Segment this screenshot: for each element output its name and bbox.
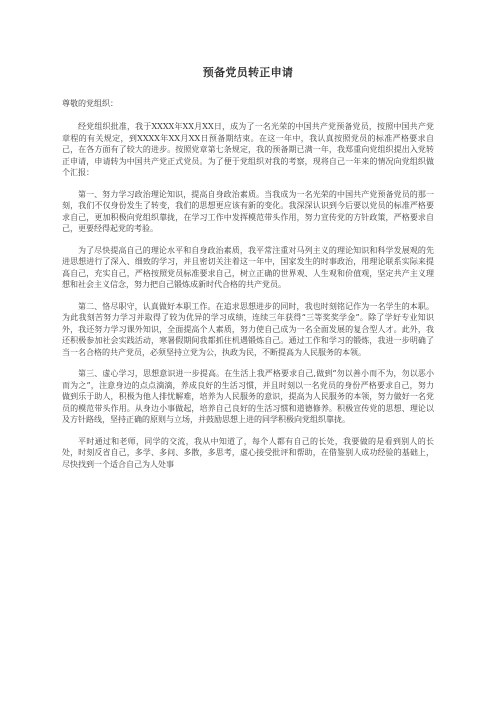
- salutation: 尊敬的党组织：: [62, 99, 118, 108]
- paragraph-point-one: 第一、努力学习政治理论知识，提高自身政治素质。当我成为一名光荣的中国共产党预备党员的那一刻，我们不仅身份发生了转变，我们的思想更应该有新的变化。我深深认识到今后要以党员的标准严格要求自己，更加积极向党组织靠拢，在学习工作中发挥模范带头作用，努力宣传党的方针政策，严格要求自己，更要经得起党的考验。: [62, 189, 434, 233]
- document-title: 预备党员转正申请: [202, 66, 294, 79]
- paragraph-theory-study: 为了尽快提高自己的理论水平和自身政治素质，我平常注重对马列主义的理论知识和科学发展观的先进思想进行了深入、细致的学习，并且密切关注着这一年中，国家发生的时事政治，用理论联系实际来提高自己，充实自己，严格按照党员标准要求自己，树立正确的世界观、人生观和价值观，坚定共产主义理想和社会主义信念，努力把自己锻炼成新时代合格的共产党员。: [62, 245, 434, 289]
- paragraph-point-three: 第三、虚心学习，思想意识进一步提高。在生活上我严格要求自己,做到“勿以善小而不为，勿以恶小而为之”，注意身边的点点滴滴，养成良好的生活习惯，并且时刻以一名党员的身份严格要求自己，努力做到乐于助人，积极为他人排忧解难，培养为人民服务的意识，提高为人民服务的本领，努力做好一名党员的模范带头作用。从身边小事做起，培养自己良好的生活习惯和道德修养。积极宣传党的思想、理论以及方针路线，坚持正确的原则与立场，并鼓励思想上进的同学积极向党组织靠拢。: [62, 369, 434, 424]
- paragraph-point-two: 第二、恪尽职守，认真做好本职工作。在追求思想进步的同时，我也时刻铭记作为一名学生的本职。为此我刻苦努力学习并取得了较为优异的学习成绩，连续三年获得“三等奖奖学金”。除了学好专业知识外，我还努力学习课外知识，全面提高个人素质，努力使自己成为一名全面发展的复合型人才。此外，我还积极参加社会实践活动，寒暑假期间我都抓住机遇锻炼自己。通过工作和学习的锻炼，我进一步明确了当一名合格的共产党员，必须坚持立党为公，执政为民，不断提高为人民服务的本领。: [62, 301, 434, 357]
- paragraph-intro: 经党组织批准，我于XXXX年XX月XX日，成为了一名光荣的中国共产党预备党员，按照中国共产党章程的有关规定，到XXXX年XX月XX日预备期结束。在这一年中，我认真按照党员的标准严格要求自己，在各方面有了较大的进步。按照党章第七条规定，我的预备期已满一年，我郑重向党组织提出入党转正申请，申请转为中国共产党正式党员。为了便于党组织对我的考察，现将自己一年来的情况向党组织做个汇报：: [62, 122, 434, 177]
- paragraph-communication: 平时通过和老师，同学的交流，我从中知道了，每个人都有自己的长处，我要做的是看到别人的长处，时刻反省自己，多学、多问、多散，多思考，虚心接受批评和帮助，在借鉴别人成功经验的基础上，尽快找到一个适合自己为人处事: [62, 436, 434, 469]
